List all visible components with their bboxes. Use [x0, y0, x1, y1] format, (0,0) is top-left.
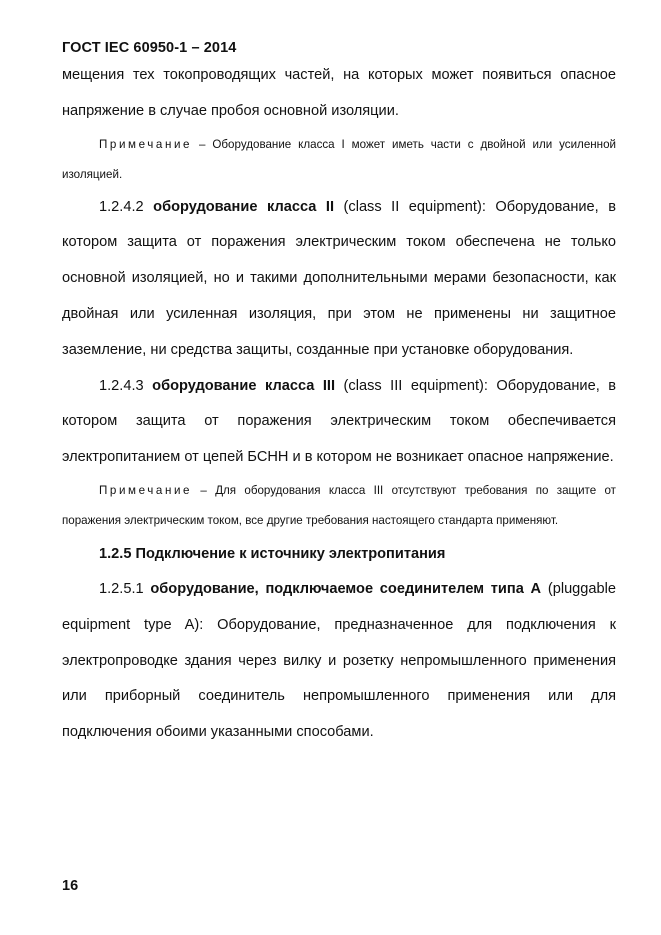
note-class-iii — [62, 476, 616, 536]
document-body — [62, 58, 616, 751]
paragraph-continuation: мещения тех токопроводящих частей, на которых может появиться опасное напряжение в случае пробоя основной изоляции. — [62, 67, 616, 119]
clause-number: 1.2.5.1 — [99, 580, 151, 597]
clause-number: 1.2.4.2 — [99, 198, 154, 215]
definition-class-iii — [62, 369, 616, 476]
definition-text: (class III equipment): Оборудование, в котором защита от поражения электрическим током обеспечивается электропитанием от цепей БСНН и в котором не возникает опасное напряжение. — [62, 377, 617, 466]
note-text: – Для оборудования класса III отсутствуют требования по защите от поражения электрическим током, все другие требования настоящего стандарта применяют. — [62, 483, 616, 527]
clause-number: 1.2.4.3 — [99, 377, 153, 394]
definition-text: (class II equipment): Оборудование, в котором защита от поражения электрическим током обеспечена не только основной изоляцией, но и такими дополнительными мерами безопасности, как двойная или усиленная изоляция, при этом не применены ни защитное заземление, ни средства защиты, созданные при установке оборудования. — [62, 198, 616, 358]
note-class-i — [62, 130, 616, 190]
note-label: Примечание — [99, 483, 193, 497]
definition-class-ii — [62, 190, 616, 369]
definition-text: (pluggable equipment type A): Оборудование, предназначенное для подключения к электропроводке здания через вилку и розетку непромышленного применения или приборный соединитель непромышленного применения или для подключения обоими указанными способами. — [62, 580, 617, 741]
defined-term: оборудование класса II — [153, 198, 335, 215]
note-label: Примечание — [99, 137, 193, 151]
section-heading: 1.2.5 Подключение к источнику электропитания — [99, 545, 446, 562]
document-header: ГОСТ IEC 60950-1 – 2014 — [62, 40, 237, 56]
defined-term: оборудование, подключаемое соединителем типа А — [150, 580, 542, 597]
definition-pluggable-type-a — [62, 572, 616, 751]
page-number: 16 — [62, 878, 79, 894]
note-text: – Оборудование класса I может иметь части с двойной или усиленной изоляцией. — [62, 137, 616, 181]
defined-term: оборудование класса III — [152, 377, 336, 394]
